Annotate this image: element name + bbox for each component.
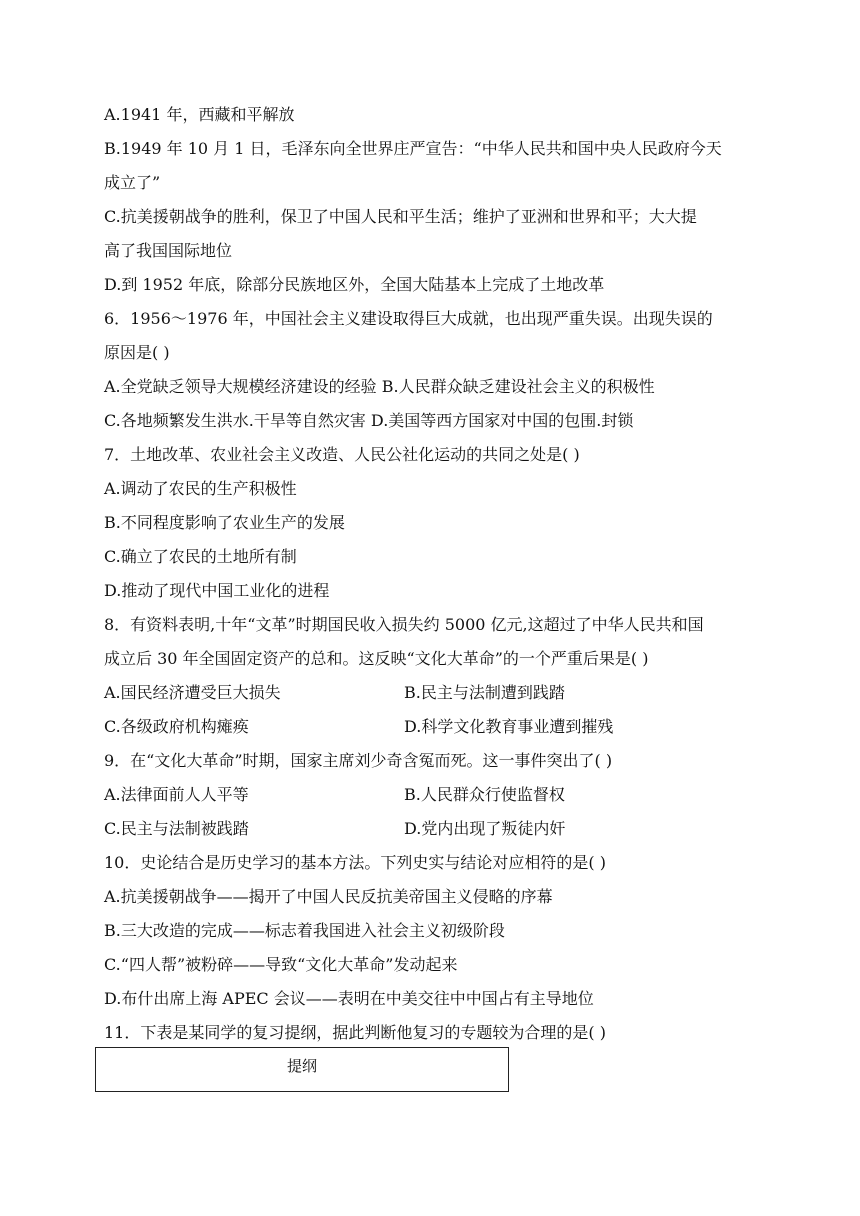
q7-option-a: A.调动了农民的生产积极性: [104, 479, 297, 498]
q10-option-a: A.抗美援朝战争——揭开了中国人民反抗美帝国主义侵略的序幕: [104, 887, 553, 906]
q8-option-c: C.各级政府机构瘫痪: [104, 717, 249, 736]
q8-option-b: B.民主与法制遭到践踏: [404, 683, 565, 702]
q7-option-d: D.推动了现代中国工业化的进程: [104, 581, 330, 600]
q5-option-c-line1: C.抗美援朝战争的胜利，保卫了中国人民和平生活；维护了亚洲和世界和平；大大提: [104, 207, 697, 226]
q6-stem-line1: 6．1956～1976 年，中国社会主义建设取得巨大成就，也出现严重失误。出现失误的: [104, 309, 713, 328]
q9-option-d: D.党内出现了叛徒内奸: [404, 819, 566, 838]
q10-option-b: B.三大改造的完成——标志着我国进入社会主义初级阶段: [104, 921, 505, 940]
q5-option-b-line1: B.1949 年 10 月 1 日，毛泽东向全世界庄严宣告：“中华人民共和国中央人民政府今天: [104, 139, 722, 158]
q10-option-c: C.“四人帮”被粉碎——导致“文化大革命”发动起来: [104, 955, 458, 974]
q6-options-ab: A.全党缺乏领导大规模经济建设的经验 B.人民群众缺乏建设社会主义的积极性: [104, 377, 655, 396]
q7-stem: 7．土地改革、农业社会主义改造、人民公社化运动的共同之处是( ): [104, 445, 580, 464]
q6-options-cd: C.各地频繁发生洪水.干旱等自然灾害 D.美国等西方国家对中国的包围.封锁: [104, 411, 634, 430]
outline-table-title: 提纲: [286, 1057, 317, 1075]
q8-option-a: A.国民经济遭受巨大损失: [104, 683, 281, 702]
q5-option-b-line2: 成立了”: [104, 173, 161, 192]
q9-option-a: A.法律面前人人平等: [104, 785, 249, 804]
q5-option-a: A.1941 年，西藏和平解放: [104, 105, 295, 124]
q8-stem-line2: 成立后 30 年全国固定资产的总和。这反映“文化大革命”的一个严重后果是( ): [104, 649, 649, 668]
q7-option-c: C.确立了农民的土地所有制: [104, 547, 297, 566]
q8-option-d: D.科学文化教育事业遭到摧残: [404, 717, 614, 736]
q11-stem: 11．下表是某同学的复习提纲，据此判断他复习的专题较为合理的是( ): [104, 1023, 606, 1042]
q5-option-c-line2: 高了我国国际地位: [104, 241, 233, 260]
q9-option-c: C.民主与法制被践踏: [104, 819, 249, 838]
q7-option-b: B.不同程度影响了农业生产的发展: [104, 513, 345, 532]
q10-option-d: D.布什出席上海 APEC 会议——表明在中美交往中中国占有主导地位: [104, 989, 594, 1008]
q6-stem-line2: 原因是( ): [104, 343, 170, 362]
outline-table: [95, 1047, 509, 1092]
q5-option-d: D.到 1952 年底，除部分民族地区外，全国大陆基本上完成了土地改革: [104, 275, 605, 294]
q10-stem: 10．史论结合是历史学习的基本方法。下列史实与结论对应相符的是( ): [104, 853, 606, 872]
q9-stem: 9．在“文化大革命”时期，国家主席刘少奇含冤而死。这一事件突出了( ): [104, 751, 613, 770]
q9-option-b: B.人民群众行使监督权: [404, 785, 565, 804]
q8-stem-line1: 8．有资料表明,十年“文革”时期国民收入损失约 5000 亿元,这超过了中华人民共和国: [104, 615, 704, 634]
